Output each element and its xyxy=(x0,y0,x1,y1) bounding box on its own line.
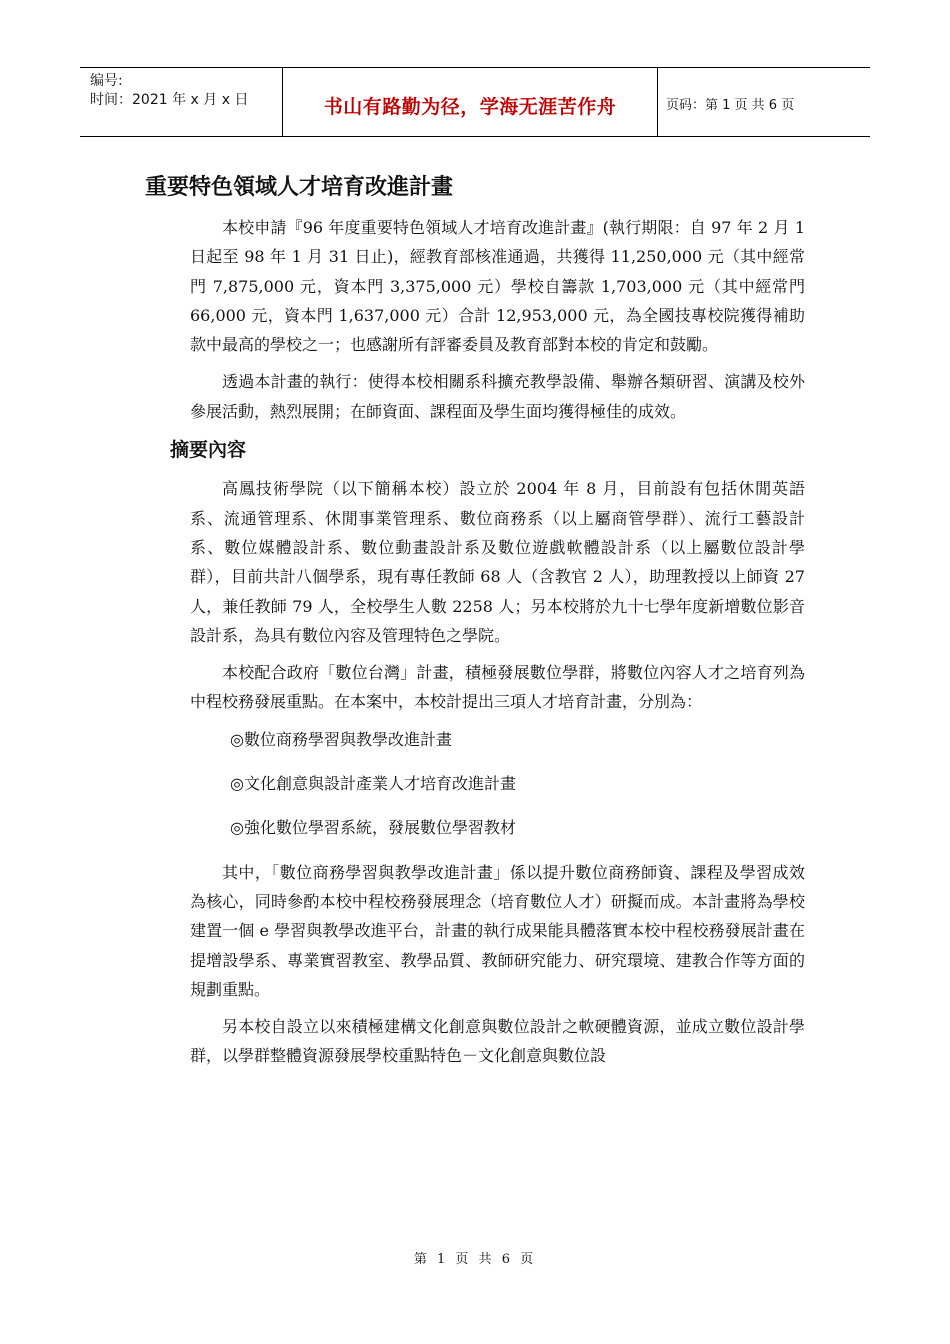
header-page-info: 页码：第 1 页 共 6 页 xyxy=(666,98,795,113)
header-divider-right xyxy=(657,67,658,137)
document-title: 重要特色領域人才培育改進計畫 xyxy=(145,174,454,200)
header-motto: 书山有路勤为径，学海无涯苦作舟 xyxy=(323,96,617,118)
closing-paragraph-1: 其中，「數位商務學習與教學改進計畫」係以提升數位商務師資、課程及學習成效為核心，同時參酌本校中程校務發展理念（培育數位人才）研擬而成。本計畫將為學校建置一個 e 學習與教學改進平台，計畫的執行成果能具體落實本校中程校務發展計畫在提增設學系、專業實習教室、教學品質、教師研究能力、研究環境、建教合作等方面的規劃重點。 xyxy=(190,862,805,999)
document-body xyxy=(170,213,805,1079)
plan-item-3: ◎強化數位學習系統，發展數位學習教材 xyxy=(230,818,516,838)
number-label: 编号: xyxy=(90,73,123,89)
page-footer: 第 1 页 共 6 页 xyxy=(413,1252,537,1267)
header-meta xyxy=(90,72,248,110)
summary-paragraph-2: 本校配合政府「數位台灣」計畫，積極發展數位學群，將數位內容人才之培育列為中程校務發展重點。在本案中，本校計提出三項人才培育計畫，分別為： xyxy=(190,663,805,712)
intro-paragraph-2: 透過本計畫的執行：使得本校相關系科擴充教學設備、舉辦各類研習、演講及校外參展活動，熱烈展開；在師資面、課程面及學生面均獲得極佳的成效。 xyxy=(190,372,805,421)
header-bottom-rule xyxy=(80,136,870,137)
intro-paragraph-1: 本校申請『96 年度重要特色領域人才培育改進計畫』(執行期限：自 97 年 2 月 1 日起至 98 年 1 月 31 日止)，經教育部核准通過，共獲得 11,250,000 元（其中經常門 7,875,000 元，資本門 3,375,000 元）學校自籌款 1,703,000 元（其中經常門 66,000 元，資本門 1,637,000 元）合計 12,953,000 元，為全國技專校院獲得補助款中最高的學校之一；也感謝所有評審委員及教育部對本校的肯定和鼓勵。 xyxy=(190,218,805,355)
date-label: 时间：2021 年 x 月 x 日 xyxy=(90,92,249,108)
closing-paragraph-2: 另本校自設立以來積極建構文化創意與數位設計之軟硬體資源，並成立數位設計學群，以學群整體資源發展學校重點特色－文化創意與數位設 xyxy=(190,1017,805,1066)
plan-item-1: ◎數位商務學習與教學改進計畫 xyxy=(230,729,452,749)
plan-item-2: ◎文化創意與設計產業人才培育改進計畫 xyxy=(230,774,516,794)
header-divider-left xyxy=(282,67,283,137)
section-heading-summary: 摘要內容 xyxy=(170,439,247,462)
summary-paragraph-1: 高鳳技術學院（以下簡稱本校）設立於 2004 年 8 月，目前設有包括休閒英語系、流通管理系、休閒事業管理系、數位商務系（以上屬商管學群）、流行工藝設計系、數位媒體設計系、數位動畫設計系及數位遊戲軟體設計系（以上屬數位設計學群），目前共計八個學系，現有專任教師 68 人（含教官 2 人），助理教授以上師資 27 人，兼任教師 79 人，全校學生人數 2258 人；另本校將於九十七學年度新增數位影音設計系，為具有數位內容及管理特色之學院。 xyxy=(190,479,805,645)
header-top-rule xyxy=(80,67,870,68)
